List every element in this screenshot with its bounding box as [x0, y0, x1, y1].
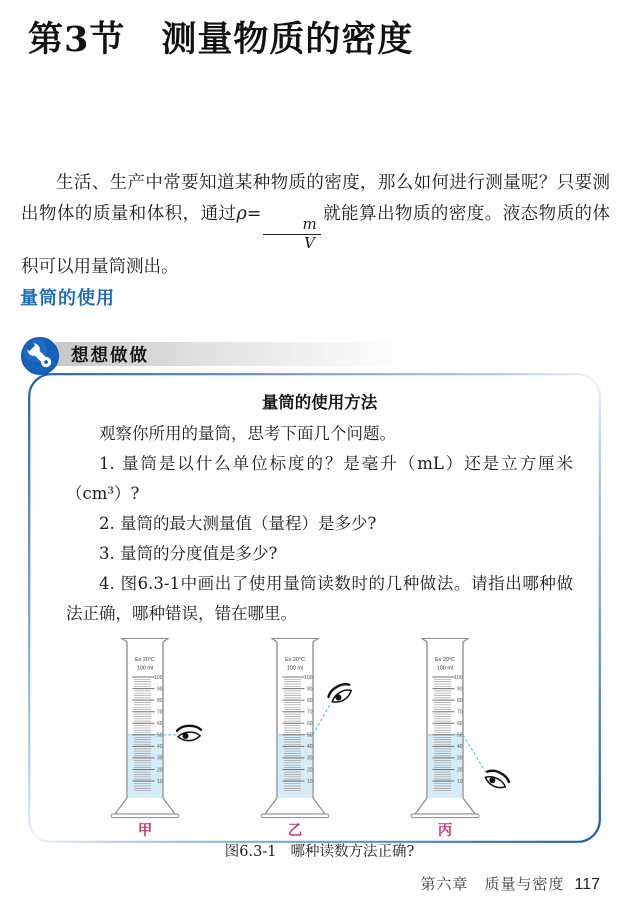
- figure-cylinders: [66, 635, 573, 840]
- eye-icon: [326, 681, 354, 705]
- svg-text:30: 30: [306, 755, 312, 762]
- section-number: 第3节: [28, 19, 126, 60]
- svg-text:10: 10: [156, 778, 162, 785]
- eye-icon: [482, 767, 510, 791]
- section-title: 测量物质的密度: [161, 19, 414, 60]
- question-2: 2. 量筒的最大测量值（量程）是多少?: [99, 514, 377, 533]
- page-footer: [420, 873, 600, 894]
- svg-text:90: 90: [306, 686, 312, 693]
- svg-text:40: 40: [306, 744, 312, 751]
- svg-text:100: 100: [453, 674, 462, 681]
- svg-text:50: 50: [456, 732, 462, 739]
- question-3: 3. 量筒的分度值是多少?: [99, 544, 278, 563]
- sight-line: [313, 703, 331, 735]
- svg-text:100: 100: [153, 674, 162, 681]
- page-title: [28, 12, 413, 62]
- svg-text:60: 60: [306, 721, 312, 727]
- svg-text:Ex 20°C: Ex 20°C: [284, 657, 305, 663]
- wrench-icon: [21, 337, 59, 375]
- svg-text:40: 40: [156, 744, 162, 751]
- svg-text:Ex 20°C: Ex 20°C: [134, 657, 155, 663]
- activity-content: [66, 389, 573, 861]
- activity-box: [28, 337, 601, 860]
- svg-text:60: 60: [456, 721, 462, 727]
- svg-text:30: 30: [156, 755, 162, 762]
- measuring-cylinder-3: [395, 635, 545, 840]
- question-4: 4. 图6.3-1中画出了使用量筒读数时的几种做法。请指出哪种做法正确，哪种错误，错在哪里。: [66, 574, 573, 623]
- svg-text:80: 80: [156, 697, 162, 704]
- sight-line: [463, 735, 486, 773]
- svg-text:30: 30: [456, 755, 462, 762]
- svg-text:70: 70: [156, 709, 162, 716]
- activity-header-label: 想想做做: [71, 344, 149, 365]
- footer-page-number: 117: [574, 876, 600, 893]
- figure-number: 图6.3-1: [224, 844, 277, 860]
- question-1: 1. 量筒是以什么单位标度的？是毫升（mL）还是立方厘米（cm³）?: [66, 454, 573, 503]
- svg-text:50: 50: [156, 732, 162, 739]
- svg-text:20: 20: [456, 767, 462, 774]
- activity-lead: 观察你所用的量筒，思考下面几个问题。: [99, 424, 396, 443]
- svg-text:100: 100: [303, 674, 312, 681]
- svg-text:100 ml: 100 ml: [286, 665, 303, 672]
- svg-text:80: 80: [456, 697, 462, 704]
- formula-rho: ρ=: [236, 204, 262, 224]
- svg-text:50: 50: [306, 732, 312, 739]
- cylinder-label: 丙: [437, 822, 452, 839]
- cylinder-label: 乙: [287, 822, 302, 839]
- measuring-cylinder-2: [245, 635, 395, 840]
- svg-text:60: 60: [156, 721, 162, 727]
- svg-text:Ex 20°C: Ex 20°C: [434, 657, 455, 663]
- svg-text:80: 80: [306, 697, 312, 704]
- section-heading: 量筒的使用: [20, 288, 115, 308]
- svg-text:90: 90: [156, 686, 162, 693]
- formula-fraction: $\frac{m}{V}$: [263, 217, 320, 252]
- svg-text:10: 10: [306, 778, 312, 785]
- activity-header-bar: [55, 342, 455, 366]
- activity-title: 量筒的使用方法: [261, 394, 378, 412]
- intro-text: 生活、生产中常要知道某种物质的密度，那么如何进行测量呢？只要测出物体的质量和体积，通过ρ= $\frac{m}{V}$ 就能算出物质的密度。液态物质的体积可以用量筒测出。: [21, 173, 611, 277]
- svg-text:70: 70: [306, 709, 312, 716]
- eye-icon: [177, 726, 201, 741]
- svg-text:70: 70: [456, 709, 462, 716]
- svg-text:40: 40: [456, 744, 462, 751]
- figure-caption-text: 哪种读数方法正确?: [290, 844, 415, 860]
- svg-text:100 ml: 100 ml: [436, 665, 453, 672]
- cylinder-label: 甲: [137, 822, 152, 839]
- intro-paragraph: [21, 168, 610, 283]
- svg-text:20: 20: [156, 767, 162, 774]
- footer-chapter: 第六章 质量与密度: [420, 875, 565, 893]
- svg-text:10: 10: [456, 778, 462, 785]
- measuring-cylinder-1: [95, 635, 245, 840]
- figure-caption: [66, 840, 573, 861]
- svg-text:20: 20: [306, 767, 312, 774]
- svg-text:90: 90: [456, 686, 462, 693]
- svg-text:100 ml: 100 ml: [136, 665, 153, 672]
